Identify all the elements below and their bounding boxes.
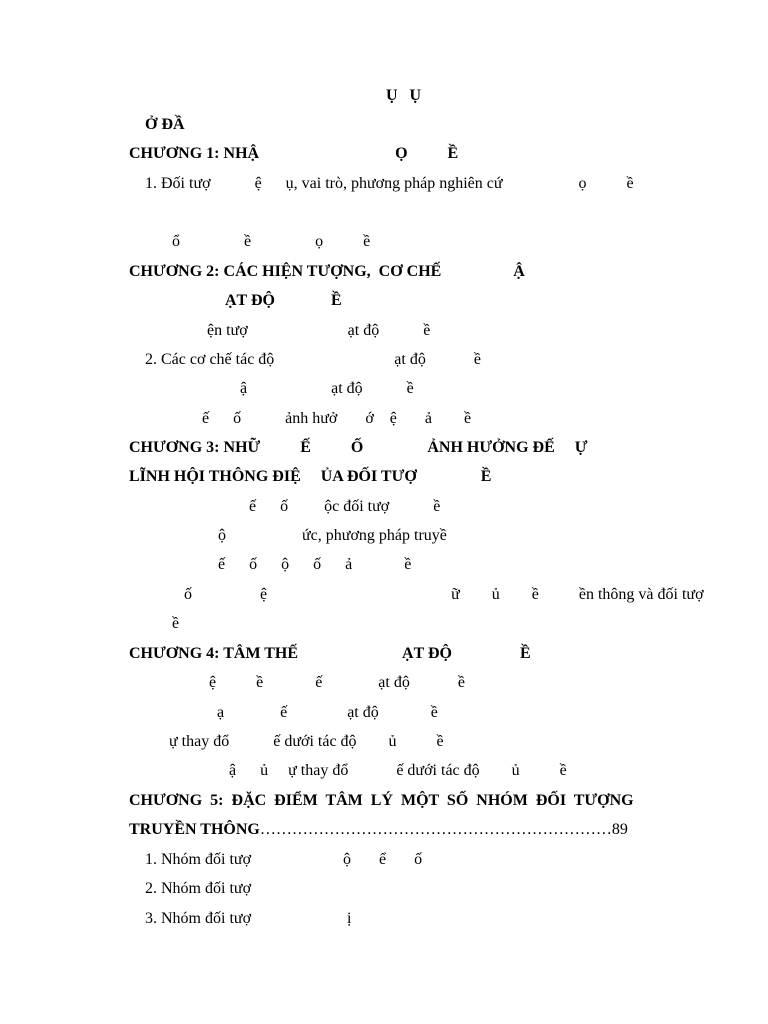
- chapter1-item: ổ ề ọ ề: [172, 233, 371, 250]
- chapter2-heading-cont: ẠT ĐỘ Ề: [225, 292, 342, 309]
- chapter3-item: ộ ức, phương pháp truyề: [218, 527, 447, 544]
- chapter4-heading: CHƯƠNG 4: TÂM THẾ ẠT ĐỘ Ề: [129, 645, 531, 662]
- toc-page-number: 89: [611, 821, 628, 838]
- toc-leader: …………………………………………………………: [259, 821, 612, 838]
- chapter4-item: ệ ề ế ạt độ ề: [209, 674, 465, 691]
- chapter5-heading-cont: TRUYỀN THÔNG: [129, 821, 260, 838]
- chapter4-item: ạ ế ạt độ ề: [217, 704, 438, 721]
- chapter2-item: ậ ạt độ ề: [240, 380, 414, 397]
- chapter4-item: ự thay đổ ế dưới tác độ ủ ề: [169, 733, 444, 750]
- chapter5-item: 2. Nhóm đối tượ: [145, 880, 252, 897]
- intro-heading: Ở ĐẦ: [145, 116, 185, 133]
- chapter3-heading: CHƯƠNG 3: NHỮ Ế Ố ẢNH HƯỞNG ĐẾ Ự: [129, 439, 588, 456]
- chapter3-item: ề: [172, 615, 180, 632]
- chapter2-item: ện tượ ạt độ ề: [207, 322, 431, 339]
- chapter2-item: 2. Các cơ chế tác độ ạt độ ề: [145, 351, 481, 368]
- chapter2-heading: CHƯƠNG 2: CÁC HIỆN TƯỢNG, CƠ CHẾ Ậ: [129, 263, 525, 280]
- chapter1-heading: CHƯƠNG 1: NHẬ Ọ Ề: [129, 145, 459, 162]
- chapter2-item: ế ố ảnh hưở ớ ệ ả ề: [202, 410, 472, 427]
- chapter1-item: 1. Đối tượ ệ ụ, vai trò, phương pháp nghiên cứ ọ ề: [145, 175, 634, 192]
- chapter3-item: ế ố ộ ố ả ề: [218, 556, 412, 573]
- chapter5-heading-cont-row: [129, 822, 628, 838]
- document-title: Ụ Ụ: [386, 87, 422, 104]
- chapter5-item: 1. Nhóm đối tượ ộ ể ố: [145, 851, 423, 868]
- chapter3-item: ố ệ ữ ủ ề ền thông và đối tượ: [184, 586, 704, 603]
- chapter3-item: ế ố ộc đối tượ ề: [249, 498, 441, 515]
- chapter3-heading-cont: LĨNH HỘI THÔNG ĐIỆ ỦA ĐỐI TƯỢ Ề: [129, 468, 492, 485]
- chapter5-heading: CHƯƠNG 5: ĐẶC ĐIỂM TÂM LÝ MỘT SỐ NHÓM ĐỐI TƯỢNG: [129, 792, 634, 809]
- chapter5-item: 3. Nhóm đối tượ ị: [145, 910, 352, 927]
- chapter4-item: ậ ủ ự thay đổ ế dưới tác độ ủ ề: [229, 762, 567, 779]
